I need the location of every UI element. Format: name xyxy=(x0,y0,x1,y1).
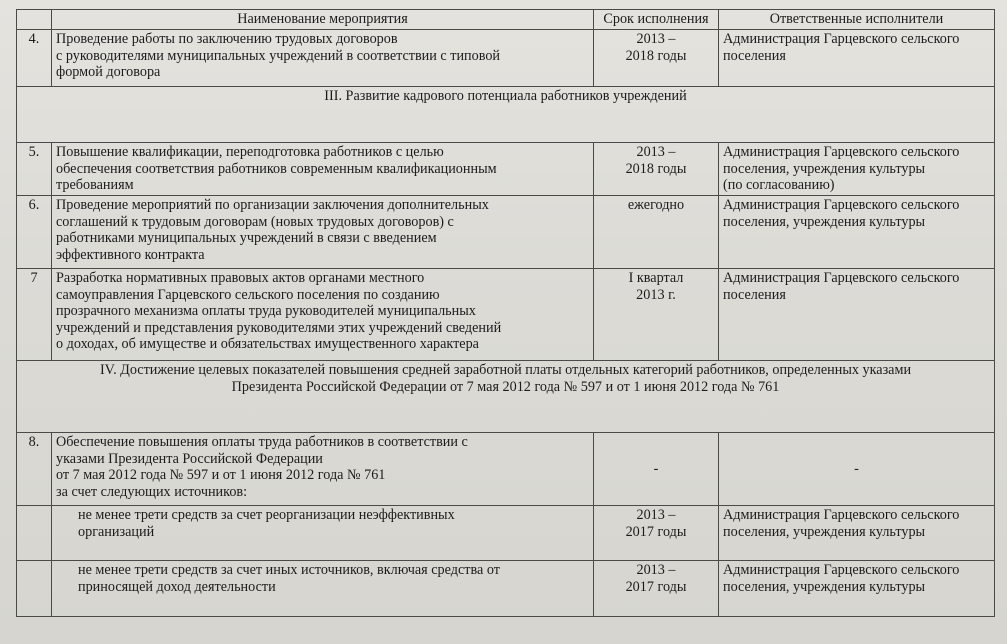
row-text: не менее трети средств за счет иных источников, включая средства от приносящей доход деятельности xyxy=(52,561,594,617)
header-responsible: Ответственные исполнители xyxy=(719,10,995,30)
row-deadline: - xyxy=(594,433,719,506)
table-row xyxy=(17,433,995,506)
row-text: Разработка нормативных правовых актов органами местного самоуправления Гарцевского сельского поселения по созданию прозрачного механизма оплаты труда руководителей муниципальных учреждений и представления руководителями этих учреждений сведений о доходах, об имуществе и обязательствах имущественного характера xyxy=(52,269,594,361)
row-text: Обеспечение повышения оплаты труда работников в соответствии с указами Президента Российской Федерации от 7 мая 2012 года № 597 и от 1 июня 2012 года № 761 за счет следующих источников: xyxy=(52,433,594,506)
row-deadline: 2013 – 2018 годы xyxy=(594,143,719,196)
section-title: IV. Достижение целевых показателей повышения средней заработной платы отдельных категорий работников, определенных указами Президента Российской Федерации от 7 мая 2012 года № 597 и от 1 июня 2012 года № 761 xyxy=(17,361,995,433)
row-text: Проведение работы по заключению трудовых договоров с руководителями муниципальных учреждений в соответствии с типовой формой договора xyxy=(52,30,594,87)
table-row xyxy=(17,143,995,196)
row-text: Проведение мероприятий по организации заключения дополнительных соглашений к трудовым договорам (новых трудовых договоров) с работниками муниципальных учреждений в связи с введением эффективного контракта xyxy=(52,196,594,269)
row-text: не менее трети средств за счет реорганизации неэффективных организаций xyxy=(52,506,594,561)
row-number: 5. xyxy=(17,143,52,196)
table-row xyxy=(17,196,995,269)
table-header-row xyxy=(17,10,995,30)
row-number: 6. xyxy=(17,196,52,269)
table-subrow xyxy=(17,561,995,617)
row-number: 4. xyxy=(17,30,52,87)
row-responsible: Администрация Гарцевского сельского поселения, учреждения культуры xyxy=(719,561,995,617)
header-num-cell xyxy=(17,10,52,30)
table-row xyxy=(17,269,995,361)
row-responsible: Администрация Гарцевского сельского поселения, учреждения культуры xyxy=(719,196,995,269)
table-row xyxy=(17,30,995,87)
row-deadline: 2013 – 2018 годы xyxy=(594,30,719,87)
table-subrow xyxy=(17,506,995,561)
row-responsible: - xyxy=(719,433,995,506)
row-deadline: 2013 – 2017 годы xyxy=(594,506,719,561)
row-text: Повышение квалификации, переподготовка работников с целью обеспечения соответствия работников современным квалификационным требованиям xyxy=(52,143,594,196)
row-responsible: Администрация Гарцевского сельского поселения xyxy=(719,30,995,87)
row-responsible: Администрация Гарцевского сельского поселения, учреждения культуры (по согласованию) xyxy=(719,143,995,196)
row-number: 8. xyxy=(17,433,52,506)
row-responsible: Администрация Гарцевского сельского поселения xyxy=(719,269,995,361)
header-deadline: Срок исполнения xyxy=(594,10,719,30)
header-name: Наименование мероприятия xyxy=(52,10,594,30)
row-deadline: 2013 – 2017 годы xyxy=(594,561,719,617)
row-responsible: Администрация Гарцевского сельского поселения, учреждения культуры xyxy=(719,506,995,561)
section-title: III. Развитие кадрового потенциала работников учреждений xyxy=(17,87,995,143)
measures-table xyxy=(16,9,995,617)
section-row xyxy=(17,87,995,143)
row-number-empty xyxy=(17,561,52,617)
row-deadline: ежегодно xyxy=(594,196,719,269)
section-row xyxy=(17,361,995,433)
row-number: 7 xyxy=(17,269,52,361)
row-number-empty xyxy=(17,506,52,561)
row-deadline: I квартал 2013 г. xyxy=(594,269,719,361)
